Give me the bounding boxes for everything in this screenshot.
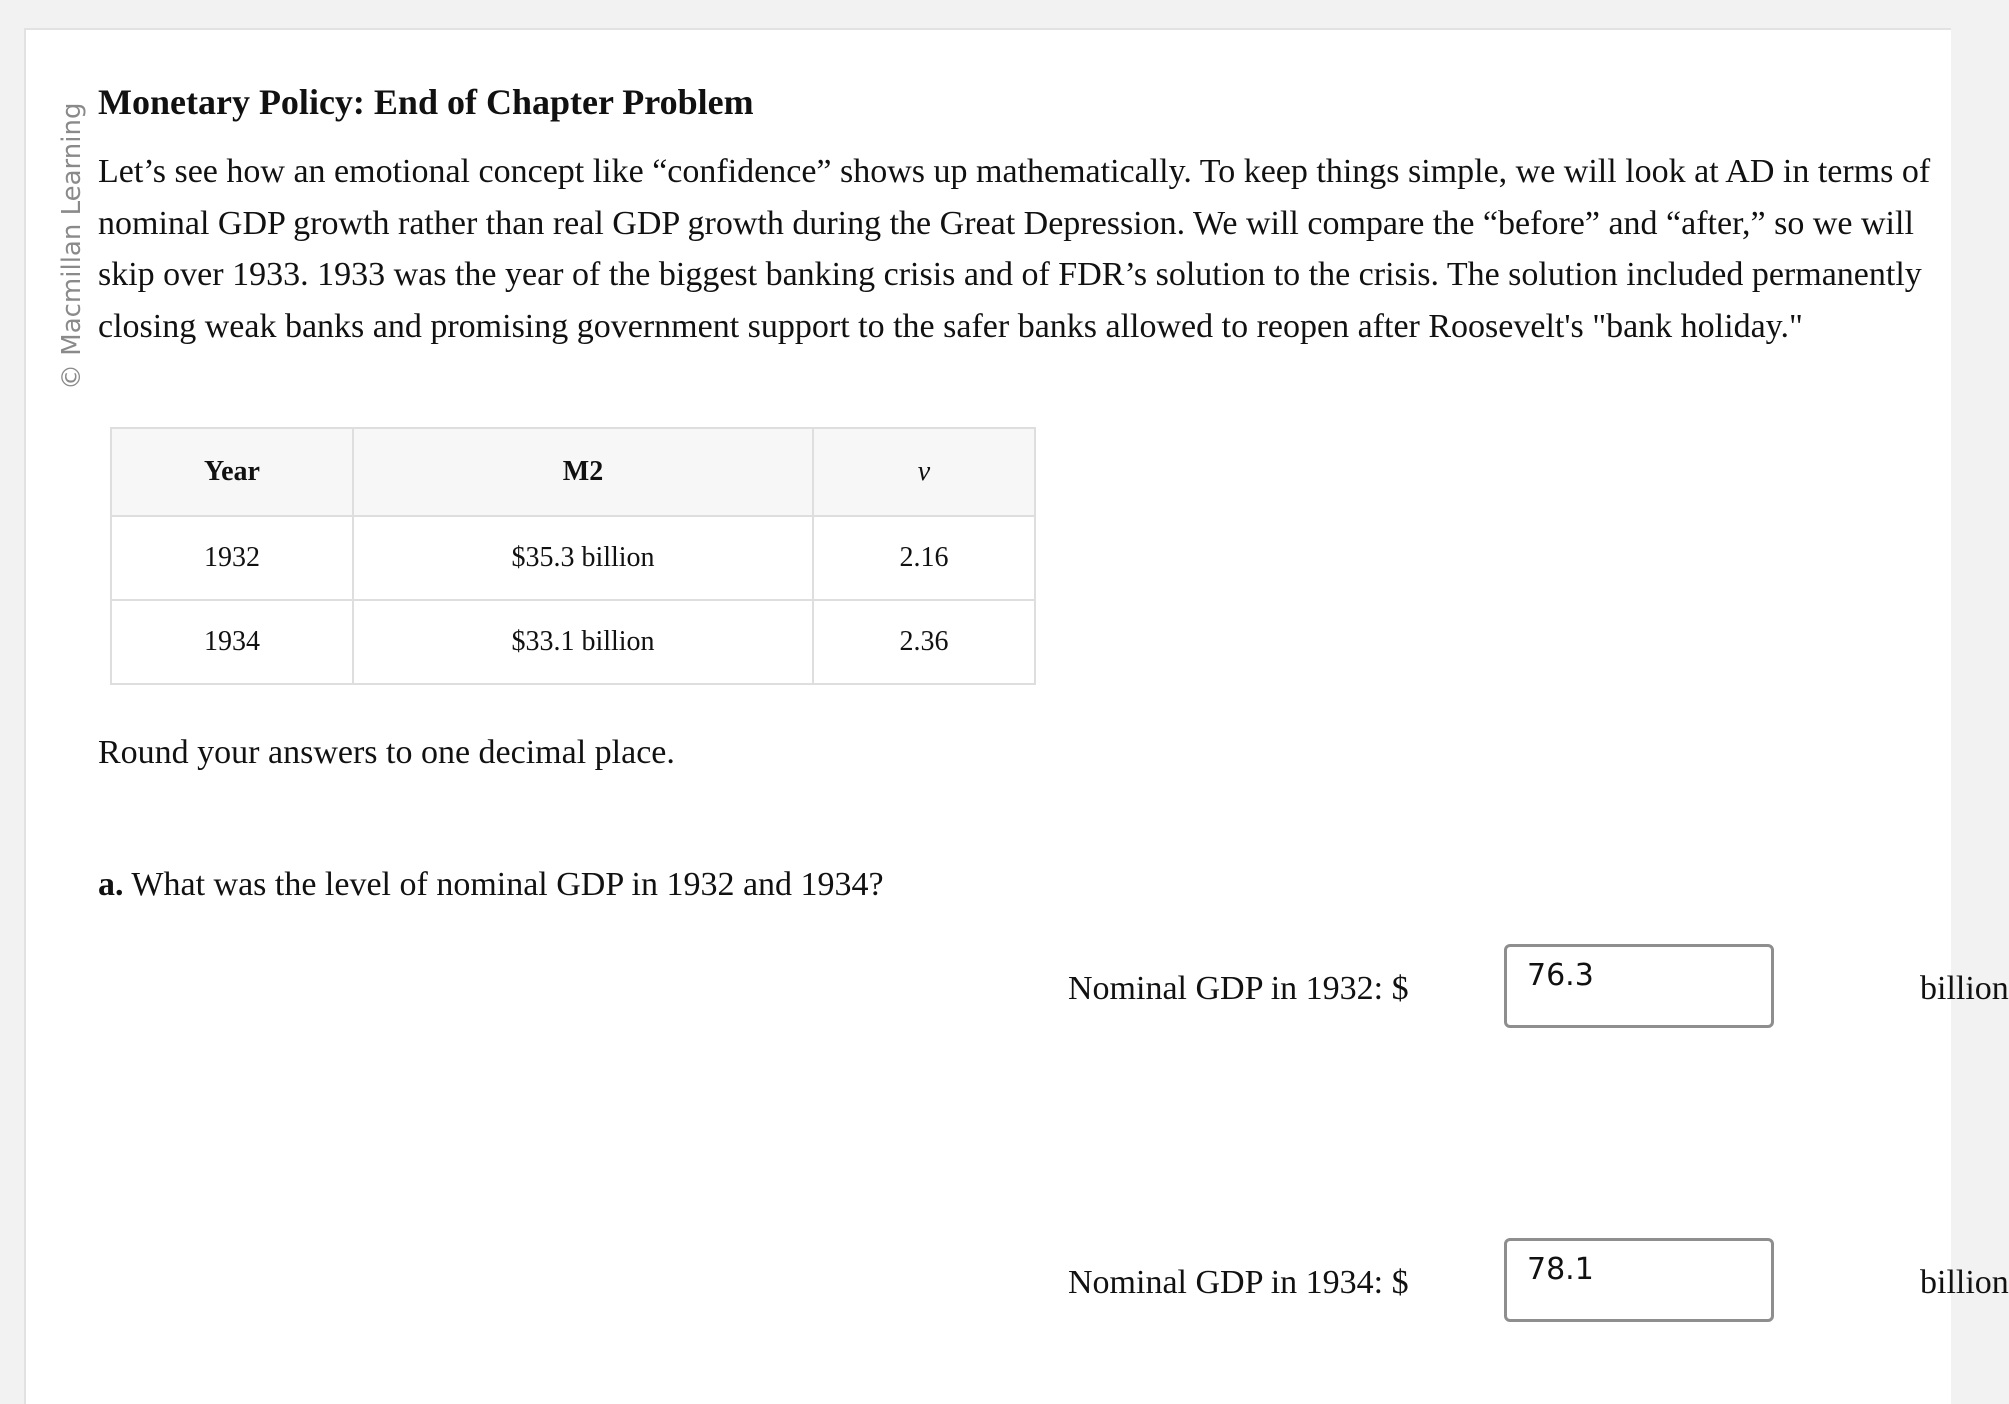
table-row: [111, 516, 1035, 600]
intro-paragraph: Let’s see how an emotional concept like “confidence” shows up mathematically. To keep things simple, we will look at AD in terms of nominal GDP growth rather than real GDP growth during the Great Depression. We will compare the “before” and “after,” so we will skip over 1933. 1933 was the year of the biggest banking crisis and of FDR’s solution to the crisis. The solution included permanently closing weak banks and promising government support to the safer banks allowed to reopen after Roosevelt's "bank holiday.": [98, 153, 1931, 345]
table-row: [111, 600, 1035, 684]
nominal-gdp-1934-input[interactable]: [1504, 1238, 1774, 1322]
copyright-notice: © Macmillan Learning: [57, 102, 87, 390]
answer-unit-1932: billion: [1920, 970, 2009, 1007]
question-a: [98, 866, 884, 904]
rounding-instruction: Round your answers to one decimal place.: [98, 734, 675, 771]
cell-m2: $35.3 billion: [353, 516, 813, 600]
cell-year: 1934: [111, 600, 353, 684]
table-header-row: [111, 428, 1035, 516]
page-title: Monetary Policy: End of Chapter Problem: [98, 82, 754, 122]
answer-unit-1934: billion: [1920, 1264, 2009, 1301]
header-velocity: v: [813, 428, 1035, 516]
answer-label-1934: Nominal GDP in 1934: $: [1068, 1264, 1409, 1301]
question-text: What was the level of nominal GDP in 1932 and 1934?: [131, 866, 884, 903]
data-table: [110, 427, 1036, 685]
cell-year: 1932: [111, 516, 353, 600]
answer-row-1934: [1068, 1238, 2009, 1322]
problem-page: [24, 28, 2009, 1404]
header-m2: M2: [353, 428, 813, 516]
answer-row-1932: [1068, 944, 2009, 1028]
header-year: Year: [111, 428, 353, 516]
question-label: a.: [98, 866, 124, 903]
cell-velocity: 2.36: [813, 600, 1035, 684]
cell-velocity: 2.16: [813, 516, 1035, 600]
cell-m2: $33.1 billion: [353, 600, 813, 684]
answer-label-1932: Nominal GDP in 1932: $: [1068, 970, 1409, 1007]
problem-content: [98, 78, 2009, 1301]
nominal-gdp-1932-input[interactable]: [1504, 944, 1774, 1028]
